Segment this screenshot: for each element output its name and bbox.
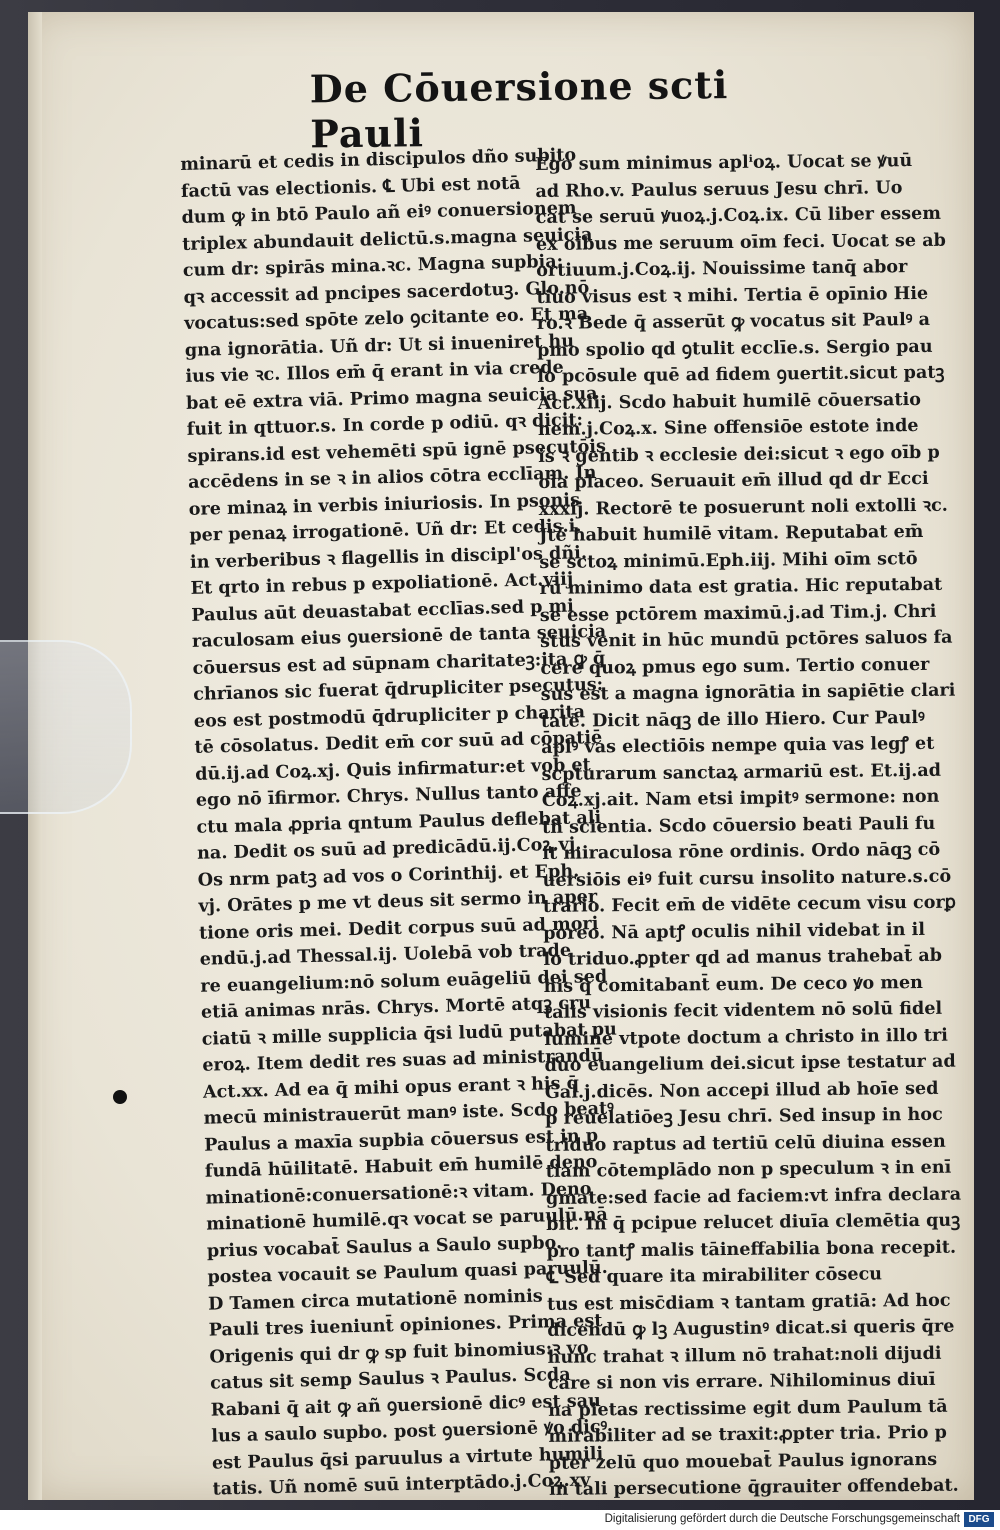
text-line: est Paulus q̄si paruulus a virtute humili: [211, 1442, 604, 1474]
text-line: cere quoꝝ pmus ego sum. Tertio conuer: [540, 653, 930, 679]
right-text-column: [535, 148, 962, 1503]
text-line: Rabani q̄ ait ꝙ añ ꝯuersionē dicꝰ est sau: [210, 1389, 602, 1421]
text-line: rū minimo data est gratia. Hic reputabat: [539, 573, 943, 599]
text-line: vocatus:sed spōte zelo ꝯcitante eo. Et ma: [183, 303, 589, 334]
text-line: pmo spolio qd ꝯtulit ecclīe.s. Sergio pau: [536, 335, 933, 361]
text-line: talis visionis fecit videntem nō solū fidel: [543, 997, 943, 1023]
text-line: bat eē extra viā. Primo magna seuicia sua: [185, 382, 598, 414]
text-line: chrīanos sic fuerat q̄drupliciter psecutus:: [192, 673, 604, 705]
text-line: ortiuum.j.Coꝝ.ij. Nouissime tanq̄ abor: [536, 256, 908, 281]
text-line: tatis. Uñ nomē suū interptādo.j.Coꝝ.xv: [212, 1469, 591, 1500]
text-line: postea vocauit se Paulum quasi paruulū.: [207, 1256, 608, 1288]
text-line: lo triduo.ꝓpter qd ad manus trahebat̄ ab: [543, 944, 943, 970]
text-line: dū.ij.ad Coꝝ.xj. Quis infirmatur:et vob et: [194, 753, 591, 785]
text-line: lo pcōsule quē ad fidem ꝯuertit.sicut patꝫ: [537, 361, 945, 387]
page-clip: [0, 640, 132, 814]
text-line: tus est misc̄diam ꝛ tantam gratiā: Ad hoc: [546, 1289, 951, 1315]
text-line: it miraculosa rōne ordinis. Ordo nāqꝫ cō: [542, 838, 941, 864]
text-line: poreo. Nā aptꝭ oculis nihil videbat in il: [543, 918, 926, 944]
text-line: D Tamen circa mutationē nominis: [207, 1284, 543, 1315]
text-line: triduo raptus ad tertiū celū diuina essen: [545, 1130, 946, 1156]
text-line: gmate:sed facie ad faciem:vt infra declara: [545, 1183, 962, 1209]
text-line: Jtē habuit humilē vitam. Reputabat em̄: [538, 520, 924, 546]
text-line: in verberibus ꝛ flagellis in discipl'os dñi.: [189, 541, 588, 573]
text-line: na. Dedit os suū ad predicādū.ij.Coꝝ.vj.: [196, 833, 582, 864]
text-line: Coꝝ.xj.ait. Nam etsi impitꝰ sermone: non: [541, 785, 940, 811]
text-line: mirabiliter ad se traxit:ꝓpter tria. Prio p: [548, 1421, 947, 1447]
text-line: triplex abundauit delictū.s.magna seuicia: [181, 223, 593, 255]
text-line: sus est a magna ignorātia in sapiētie clari: [540, 679, 956, 705]
text-line: per penaꝝ irrogationē. Uñ dr: Et cedis.i.: [189, 515, 582, 546]
text-line: xxxij. Rectorē te posuerunt noli extolli ꝛc.: [538, 494, 948, 520]
text-line: fundā hūilitatē. Habuit em̄ humilē deno: [204, 1151, 598, 1182]
text-line: etiā animas nrās. Chrys. Mortē atqꝫ cru: [200, 992, 592, 1023]
text-line: nem.j.Coꝝ.x. Sine offensiōe estote inde: [537, 414, 919, 440]
text-line: oīa placeo. Seruauit em̄ illud qd dr Ecci: [538, 467, 929, 493]
text-line: se sctoꝝ minimū.Eph.iij. Mihi oīm sctō: [539, 547, 918, 573]
text-line: aplꝰ vas electiōis nempe quia vas legꝭ et: [541, 732, 935, 758]
text-line: raculosam eius ꝯuersionē de tanta seuicia: [191, 620, 607, 652]
text-line: minarū et cedis in discipulos dño subito: [180, 144, 577, 175]
text-line: accēdens in se ꝛ in alios cōtra ecclīam. In: [187, 461, 597, 493]
text-line: prius vocabat̄ Saulus a Saulo supbo.: [206, 1231, 563, 1262]
text-line: dicendū ꝙ lꝫ Augustinꝰ dicat.si queris q̄re: [547, 1315, 955, 1341]
text-line: Gal.j.dicēs. Non accepi illud ab hoīe sed: [544, 1077, 939, 1103]
text-line: vj. Orātes p me vt deus sit sermo in aper: [198, 886, 598, 917]
text-line: cōuersus est ad sūpnam charitateꝫ:ita ꝙ q̄: [192, 647, 606, 679]
text-line: ex oībus me seruum oīm feci. Uocat se ab: [535, 229, 946, 255]
text-line: pter zelū quo mouebat̄ Paulus ignorans: [548, 1448, 938, 1474]
text-line: catus sit semp Saulus ꝛ Paulus. Scda: [209, 1363, 571, 1394]
left-text-column: [180, 143, 618, 1503]
text-line: tiuo visus est ꝛ mihi. Tertia ē opīnio Hie: [536, 282, 929, 308]
ink-dot: [113, 1090, 127, 1104]
dfg-logo: DFG: [964, 1512, 994, 1527]
text-line: pro tantꝭ malis tāineffabilia bona recepit.: [546, 1236, 957, 1262]
text-line: ctu mala ꝓpria qntum Paulus deflebat ali: [196, 806, 602, 838]
text-line: trario. Fecit em̄ de vidēte cecum visu corꝑ: [542, 891, 956, 917]
text-line: tē cōsolatus. Dedit em̄ cor suū ad cōpatiē: [194, 726, 603, 758]
page-heading: De Cōuersione scti Pauli: [309, 62, 729, 157]
text-line: uersiōis eiꝰ fuit cursu insolito nature.s.cō: [542, 865, 952, 891]
text-line: fuit in qttuor.s. In corde p odiū. qꝛ dicit:: [186, 409, 584, 440]
text-line: tiam cōtemplādo non p speculum ꝛ in enī: [545, 1156, 952, 1182]
text-line: spirans.id est vehemēti spū ignē psecutōis: [187, 435, 607, 467]
text-line: dum ꝙ in btō Paulo añ eiꝰ conuersionem: [181, 197, 577, 228]
text-line: care si non vis errare. Nihilominus diuī: [547, 1368, 936, 1394]
text-line: tione oris mei. Dedit corpus suū ad mori: [198, 912, 599, 944]
text-line: hunc trahat ꝛ illum nō trahat:noli dijudi: [547, 1342, 942, 1368]
text-line: cat se seruū ꝟuoꝝ.j.Coꝝ.ix. Cū liber essem: [535, 202, 942, 228]
text-line: ciatū ꝛ mille supplicia q̄si ludū putabat pu: [201, 1018, 618, 1050]
text-line: Act.xiij. Scdo habuit humilē cōuersatio: [537, 388, 922, 414]
text-line: ego nō īfirmor. Chrys. Nullus tanto affe: [195, 780, 582, 811]
text-line: tñ scientia. Scdo cōuersio beati Pauli fu: [541, 812, 936, 838]
text-line: p reuelatiōeꝫ Jesu chrī. Sed insup in hoc: [545, 1103, 943, 1129]
text-line: minationē humilē.qꝛ vocat se paruulū.nā: [205, 1203, 609, 1235]
text-line: ore minaꝝ in verbis iniuriosis. In psonis: [188, 488, 581, 520]
text-line: se esse pctōrem maximū.j.ad Tim.j. Chri: [539, 600, 937, 626]
text-line: tatē. Dicit nāqꝫ de illo Hiero. Cur Paulꝰ: [540, 706, 925, 732]
text-line: Paulus aūt deuastabat ecclīas.sed p mi: [191, 595, 575, 626]
text-line: Act.xx. Ad ea q̄ mihi opus erant ꝛ his q̄: [202, 1072, 580, 1103]
text-line: minationē:conuersationē:ꝛ vitam. Deno: [205, 1177, 592, 1209]
text-line: qꝛ accessit ad pncipes sacerdotuꝫ. Glo.nō: [183, 276, 590, 308]
text-line: cum dr: spirās mina.ꝛc. Magna supbia:: [182, 250, 564, 281]
text-line: duo euangelium dei.sicut ipse testatur ad: [544, 1050, 956, 1076]
text-line: his q̄ comitabant̄ eum. De ceco ꝟo men: [543, 971, 923, 997]
text-line: Origenis qui dr ꝙ sp fuit binomius:ꝛ vo: [209, 1336, 589, 1368]
text-line: na pietas rectissime egit dum Paulum tā: [548, 1395, 948, 1421]
text-line: bit. In q̄ pcipue relucet diuīa clemētia quꝫ: [546, 1209, 961, 1235]
text-line: Ego sum minimus aplⁱoꝝ. Uocat se ꝟuū: [535, 150, 913, 175]
text-line: lumine vtpote doctum a christo in illo tri: [544, 1024, 948, 1050]
text-line: Os nrm patꝫ ad vos o Corinthij. et Eph.: [197, 859, 580, 891]
text-line: Paulus a maxīa supbia cōuersus est in p: [204, 1124, 599, 1156]
footer-credit: Digitalisierung gefördert durch die Deutsche Forschungsgemeinschaft: [604, 1513, 960, 1525]
text-line: eroꝝ. Item dedit res suas ad ministrandū: [202, 1044, 604, 1076]
text-line: lus a saulo supbo. post ꝯuersionē ꝟo dicꝰ: [211, 1415, 608, 1447]
text-line: factū vas electionis. ℄ Ubi est notā: [180, 172, 521, 202]
text-line: is ꝛ gentib ꝛ ecclesie dei:sicut ꝛ ego oīb p: [538, 441, 940, 467]
text-line: eos est postmodū q̄drupliciter p charita: [193, 700, 586, 732]
text-line: Pauli tres iueniunt̄ opiniones. Prima est: [208, 1310, 603, 1341]
text-line: in tali persecutione q̄grauiter offendebat.: [548, 1474, 959, 1500]
text-line: ℄ Sed quare ita mirabiliter cōsecu: [546, 1263, 883, 1288]
text-line: gna ignorātia. Uñ dr: Ut si inueniret hu: [184, 329, 575, 361]
text-line: ad Rho.v. Paulus seruus Jesu chrī. Uo: [535, 176, 903, 202]
text-line: ius vie ꝛc. Illos em̄ q̄ erant in via crede: [185, 356, 565, 387]
text-line: mecū ministrauerūt manꝰ iste. Scdo beatꝰ: [203, 1097, 615, 1129]
text-line: ro.ꝛ Bede q̄ asserūt ꝙ vocatus sit Paulꝰ a: [536, 308, 931, 334]
text-line: scpturarum sanctaꝝ armariū est. Et.ij.ad: [541, 759, 942, 785]
text-line: endū.j.ad Thessal.ij. Uolebā vob trade: [199, 939, 572, 970]
text-line: re euangelium:nō solum euāgeliū dei sed: [200, 965, 608, 997]
text-line: stus venit in hūc mundū pctōres saluos fa: [540, 626, 953, 652]
text-line: Et qrto in rebus p expoliationē. Act.viij: [190, 568, 574, 599]
